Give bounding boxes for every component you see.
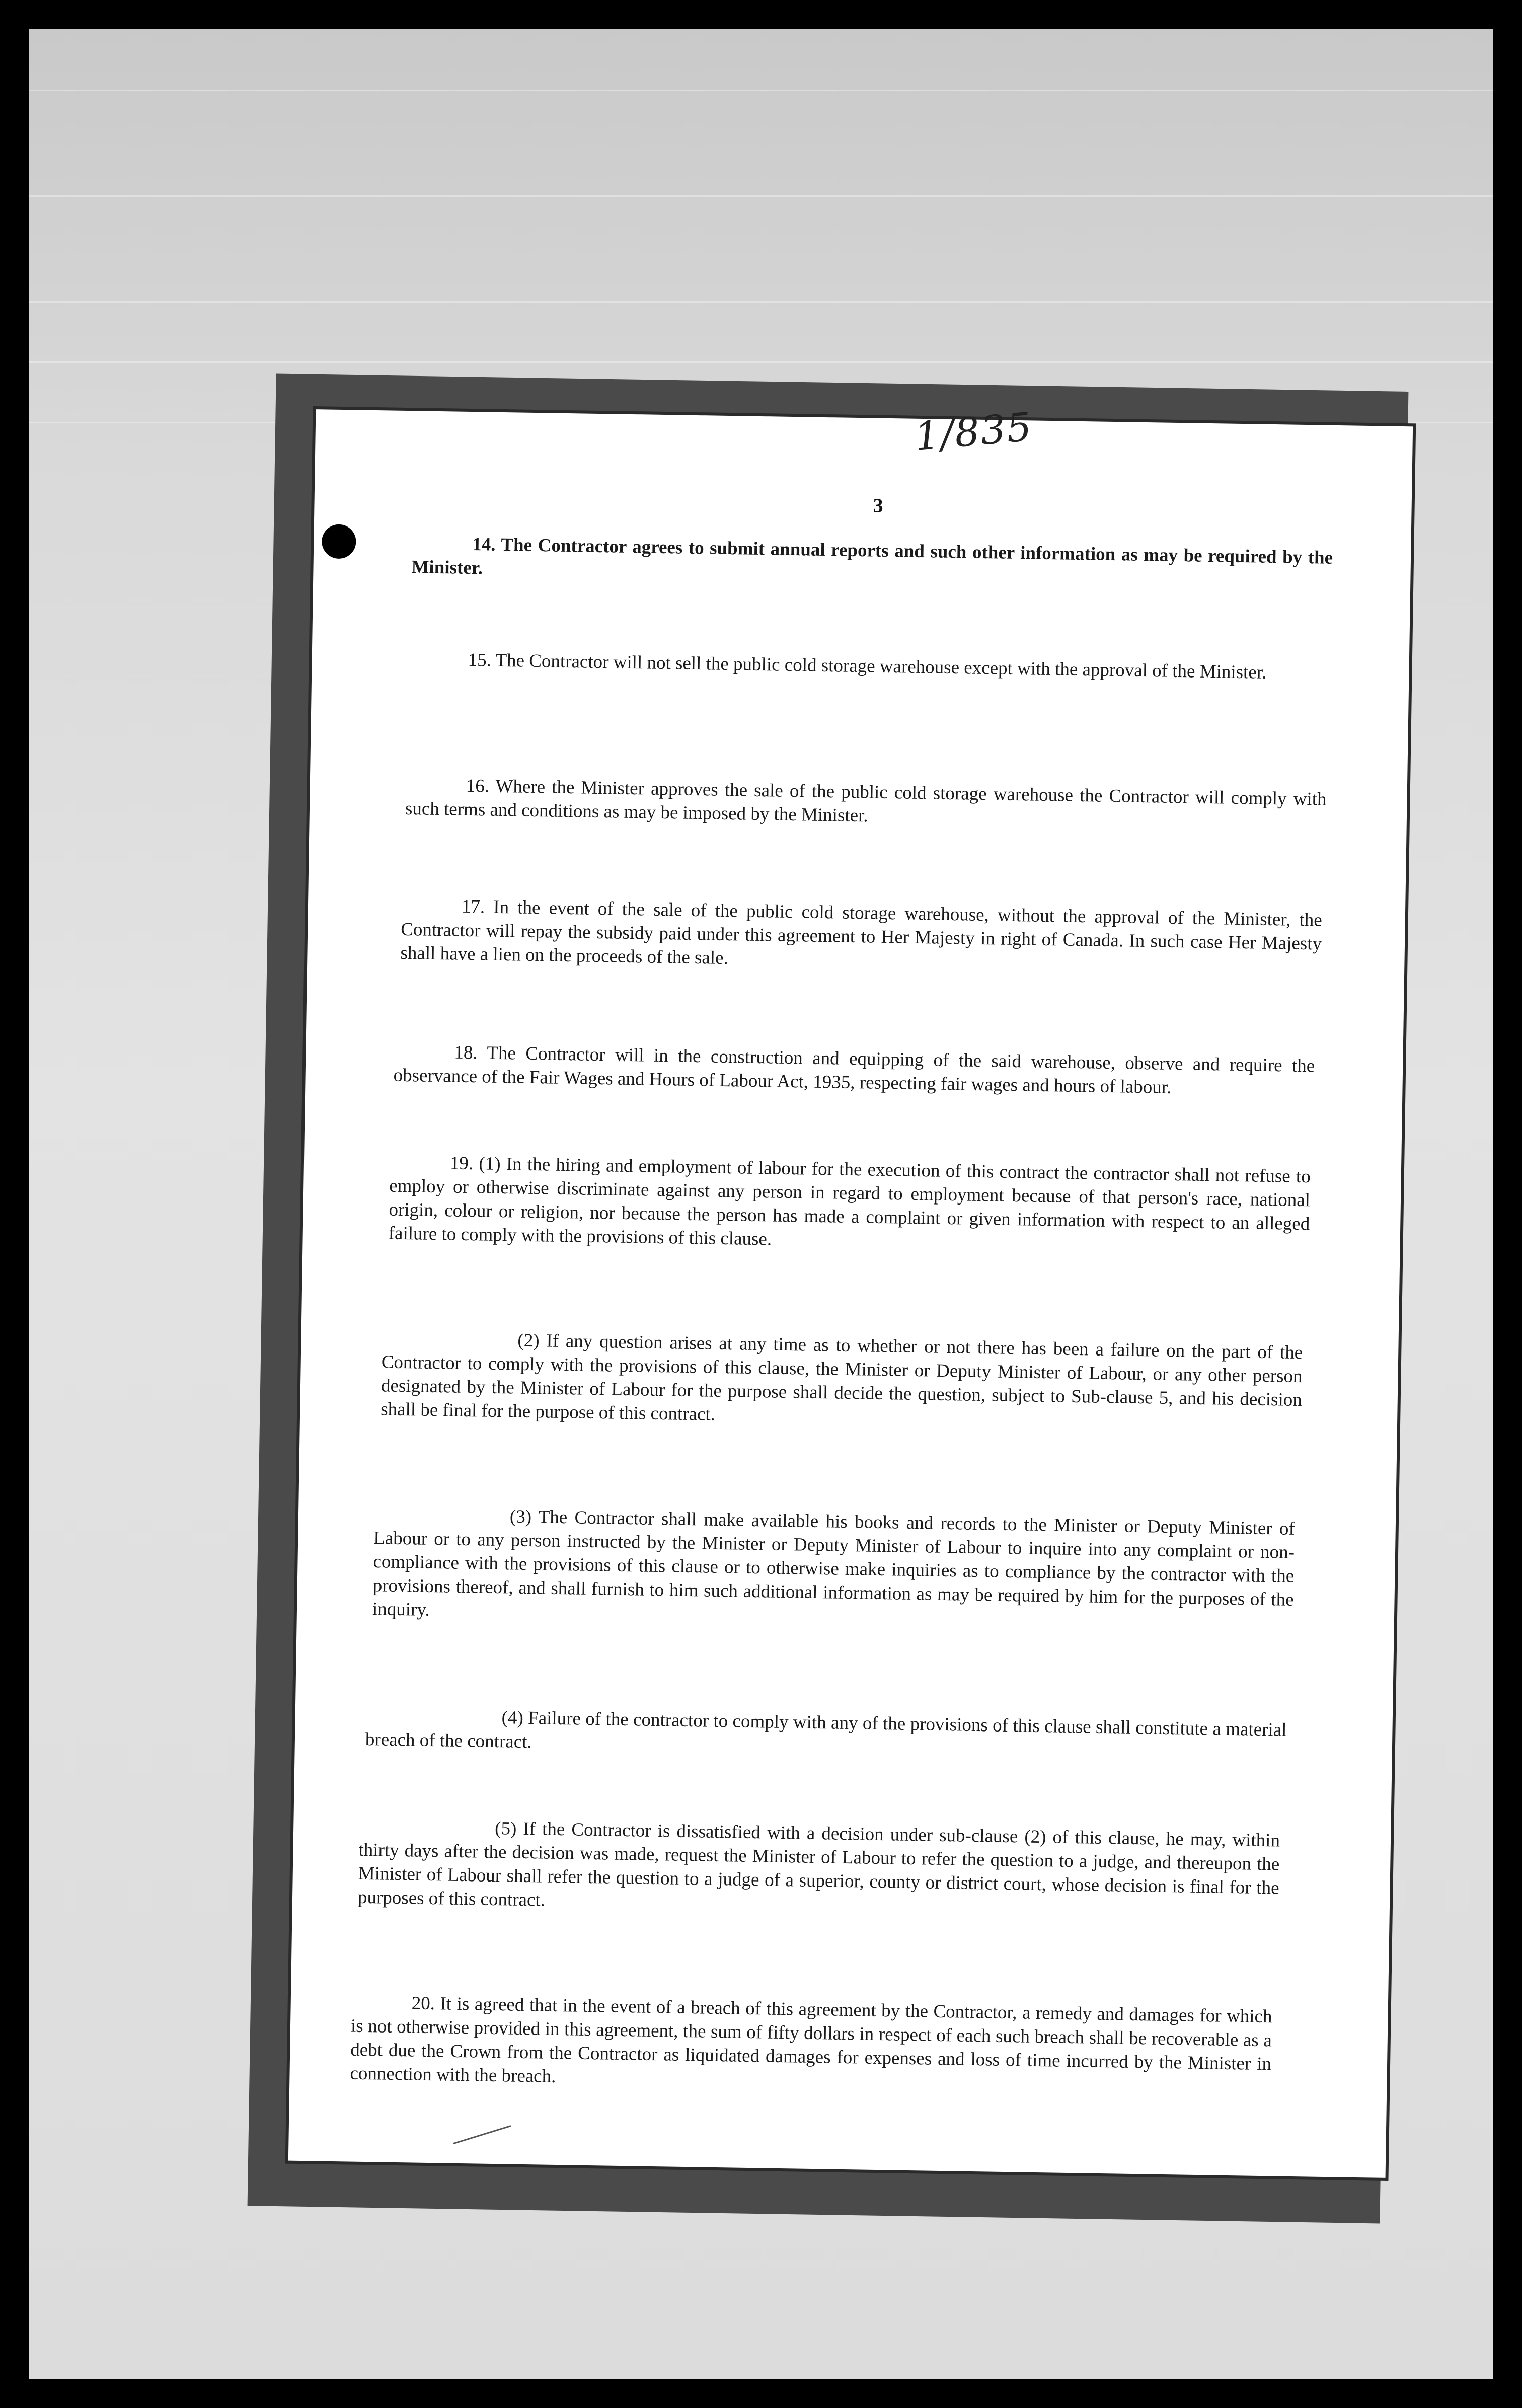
page-number: 3 — [873, 494, 883, 517]
hole-punch-mark — [322, 524, 356, 559]
clause-15: 15. The Contractor will not sell the public cold storage warehouse except with the approval of the Minister. — [468, 649, 1267, 683]
clause-19-5: (5) If the Contractor is dissatisfied with a decision under sub-clause (2) of this clause, he may, within thirty days after the decision was made, request the Minister of Labour to refer the question to a judge, and thereupon the Minister of Labour shall refer the question to a judge of a superior, county or district court, whose decision is final for the purposes of this contract. — [357, 1818, 1280, 1911]
clause-19-1: 19. (1) In the hiring and employment of labour for the execution of this contract the contractor shall not refuse to employ or otherwise discriminate against any person in regard to employment because of that person's race, national origin, colour or religion, nor because the person has made a complaint or given information with respect to an alleged failure to comply with the provisions of this clause. — [388, 1153, 1311, 1250]
clause-19-2: (2) If any question arises at any time as to whether or not there has been a failure on the part of the Contractor to comply with the provisions of this clause, the Minister or Deputy Minister of Labour, or any other person designated by the Minister of Labour for the purpose shall decide the question, subject to Sub-clause 5, and his decision shall be final for the purpose of this contract. — [380, 1330, 1303, 1425]
clause-20: 20. It is agreed that in the event of a breach of this agreement by the Contractor, a remedy and damages for which is not otherwise provided in this agreement, the sum of fifty dollars in respect of each such breach shall be recoverable as a debt due the Crown from the Contractor as liquidated damages for expenses and loss of time incurred by the Minister in connection with the breach. — [350, 1993, 1272, 2087]
clause-17: 17. In the event of the sale of the public cold storage warehouse, without the approval of the Minister, the Contractor will repay the subsidy paid under this agreement to Her Majesty in right of Canada. In such case Her Majesty shall have a lien on the proceeds of the sale. — [400, 896, 1323, 969]
clause-19-4: (4) Failure of the contractor to comply with any of the provisions of this clause shall constitute a material breach of the contract. — [365, 1707, 1287, 1753]
handwritten-reference: 1/835 — [912, 404, 1035, 460]
document-page — [288, 404, 1413, 2178]
clause-18: 18. The Contractor will in the construction and equipping of the said warehouse, observe and require the observance of the Fair Wages and Hours of Labour Act, 1935, respecting fair wages and hours of labour. — [393, 1042, 1315, 1098]
clause-14: 14. The Contractor agrees to submit annual reports and such other information as may be required by the Minister. — [411, 534, 1333, 579]
clause-19-3: (3) The Contractor shall make available his books and records to the Minister or Deputy Minister of Labour or to any person instructed by the Minister or Deputy Minister of Labour to inquire into any complaint or non-compliance with the provisions of this clause or to otherwise make inquiries as to compliance by the contractor with the provisions thereof, and shall furnish to him such additional information as may be required by him for the purposes of the inquiry. — [372, 1506, 1296, 1620]
margin-mark — [453, 2125, 517, 2163]
clause-16: 16. Where the Minister approves the sale of the public cold storage warehouse the Contractor will comply with such terms and conditions as may be imposed by the Minister. — [405, 775, 1327, 826]
